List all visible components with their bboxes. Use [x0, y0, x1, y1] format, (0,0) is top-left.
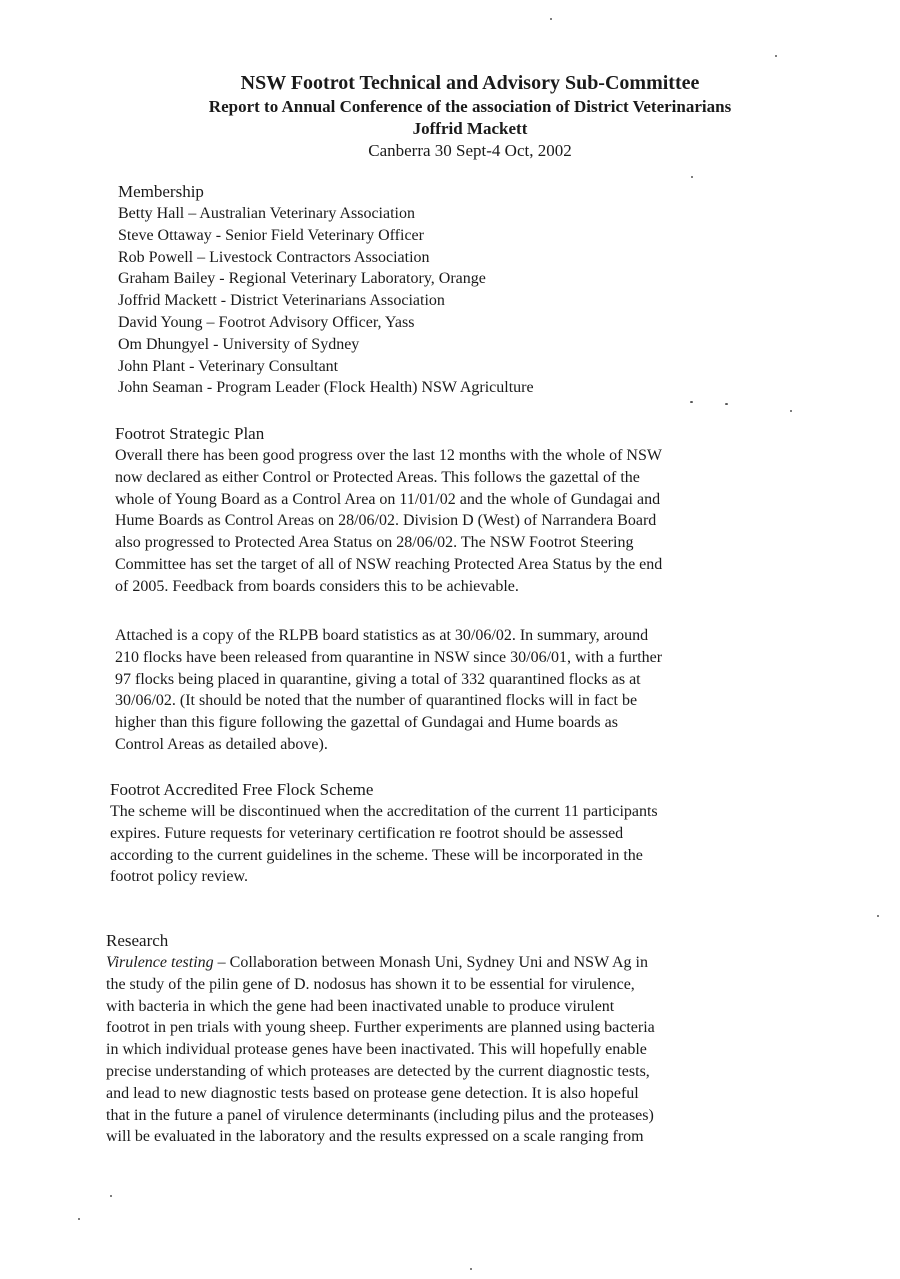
virulence-testing-label: Virulence testing: [106, 954, 214, 971]
scan-speck: [691, 176, 693, 178]
member-item: Graham Bailey - Regional Veterinary Laboratory, Orange: [118, 270, 486, 288]
membership-heading: Membership: [118, 182, 204, 201]
document-title: NSW Footrot Technical and Advisory Sub-Committee: [240, 72, 700, 94]
paragraph-line: according to the current guidelines in the scheme. These will be incorporated in the: [110, 846, 643, 864]
paragraph-line: [106, 952, 655, 974]
member-item: Rob Powell – Livestock Contractors Association: [118, 248, 430, 266]
scan-speck: [775, 55, 777, 57]
scan-speck: [550, 18, 552, 20]
paragraph-line: Committee has set the target of all of NSW reaching Protected Area Status by the end: [115, 555, 663, 573]
paragraph-line: that in the future a panel of virulence determinants (including pilus and the proteases): [106, 1106, 654, 1124]
member-item: John Seaman - Program Leader (Flock Health) NSW Agriculture: [118, 379, 534, 397]
paragraph-line: will be evaluated in the laboratory and the results expressed on a scale ranging from: [106, 1128, 644, 1146]
paragraph-line: and lead to new diagnostic tests based on protease gene detection. It is also hopeful: [106, 1084, 639, 1102]
paragraph-line: higher than this figure following the gazettal of Gundagai and Hume boards as: [115, 714, 618, 732]
paragraph-line-text: – Collaboration between Monash Uni, Sydney Uni and NSW Ag in: [213, 954, 648, 971]
membership-section: [118, 181, 534, 399]
member-item: John Plant - Veterinary Consultant: [118, 357, 339, 375]
accredited-scheme-heading: Footrot Accredited Free Flock Scheme: [110, 780, 374, 799]
paragraph-line: footrot policy review.: [110, 868, 249, 886]
paragraph-line: 210 flocks have been released from quarantine in NSW since 30/06/01, with a further: [115, 648, 663, 666]
scan-speck: [725, 403, 728, 405]
strategic-plan-section: [115, 423, 662, 598]
paragraph-line: in which individual protease genes have been inactivated. This will hopefully enable: [106, 1041, 647, 1059]
paragraph-line: 30/06/02. (It should be noted that the number of quarantined flocks will in fact be: [115, 692, 638, 710]
paragraph-line: precise understanding of which proteases are detected by the current diagnostic tests,: [106, 1062, 650, 1080]
paragraph-line: Control Areas as detailed above).: [115, 735, 328, 753]
member-item: David Young – Footrot Advisory Officer, Yass: [118, 313, 415, 331]
research-section: [106, 930, 655, 1148]
paragraph-line: now declared as either Control or Protected Areas. This follows the gazettal of the: [115, 468, 640, 486]
member-item: Betty Hall – Australian Veterinary Association: [118, 205, 415, 222]
scan-speck: [78, 1218, 80, 1220]
scan-speck: [110, 1195, 112, 1197]
paragraph-line: whole of Young Board as a Control Area on 11/01/02 and the whole of Gundagai and: [115, 490, 661, 508]
paragraph-line: The scheme will be discontinued when the accreditation of the current 11 participants: [110, 803, 658, 820]
scan-speck: [877, 915, 879, 917]
scan-speck: [790, 410, 792, 412]
paragraph-line: of 2005. Feedback from boards considers this to be achievable.: [115, 577, 519, 595]
scan-speck: [470, 1268, 472, 1270]
paragraph-line: the study of the pilin gene of D. nodosus has shown it to be essential for virulence,: [106, 975, 635, 993]
paragraph-line: expires. Future requests for veterinary certification re footrot should be assessed: [110, 824, 624, 842]
member-item: Om Dhungyel - University of Sydney: [118, 335, 360, 353]
document-author: Joffrid Mackett: [412, 119, 528, 138]
member-item: Joffrid Mackett - District Veterinarians Association: [118, 292, 445, 310]
paragraph-line: Attached is a copy of the RLPB board statistics as at 30/06/02. In summary, around: [115, 627, 649, 644]
accredited-scheme-section: [110, 779, 658, 888]
paragraph-line: also progressed to Protected Area Status on 28/06/02. The NSW Footrot Steering: [115, 534, 634, 552]
paragraph-line: Overall there has been good progress over the last 12 months with the whole of NSW: [115, 447, 662, 464]
strategic-plan-heading: Footrot Strategic Plan: [115, 424, 265, 443]
statistics-paragraph: [115, 625, 662, 756]
paragraph-line: 97 flocks being placed in quarantine, giving a total of 332 quarantined flocks as at: [115, 670, 641, 688]
document-location-date: Canberra 30 Sept-4 Oct, 2002: [368, 141, 572, 160]
member-item: Steve Ottaway - Senior Field Veterinary Officer: [118, 226, 424, 244]
paragraph-line: Hume Boards as Control Areas on 28/06/02. Division D (West) of Narrandera Board: [115, 512, 657, 530]
document-subtitle: Report to Annual Conference of the association of District Veterinarians: [208, 97, 732, 116]
document-header: [100, 70, 840, 162]
research-heading: Research: [106, 931, 169, 950]
paragraph-line: with bacteria in which the gene had been inactivated unable to produce virulent: [106, 997, 615, 1015]
scan-speck: [690, 401, 693, 403]
paragraph-line: footrot in pen trials with young sheep. Further experiments are planned using bacteria: [106, 1019, 655, 1037]
